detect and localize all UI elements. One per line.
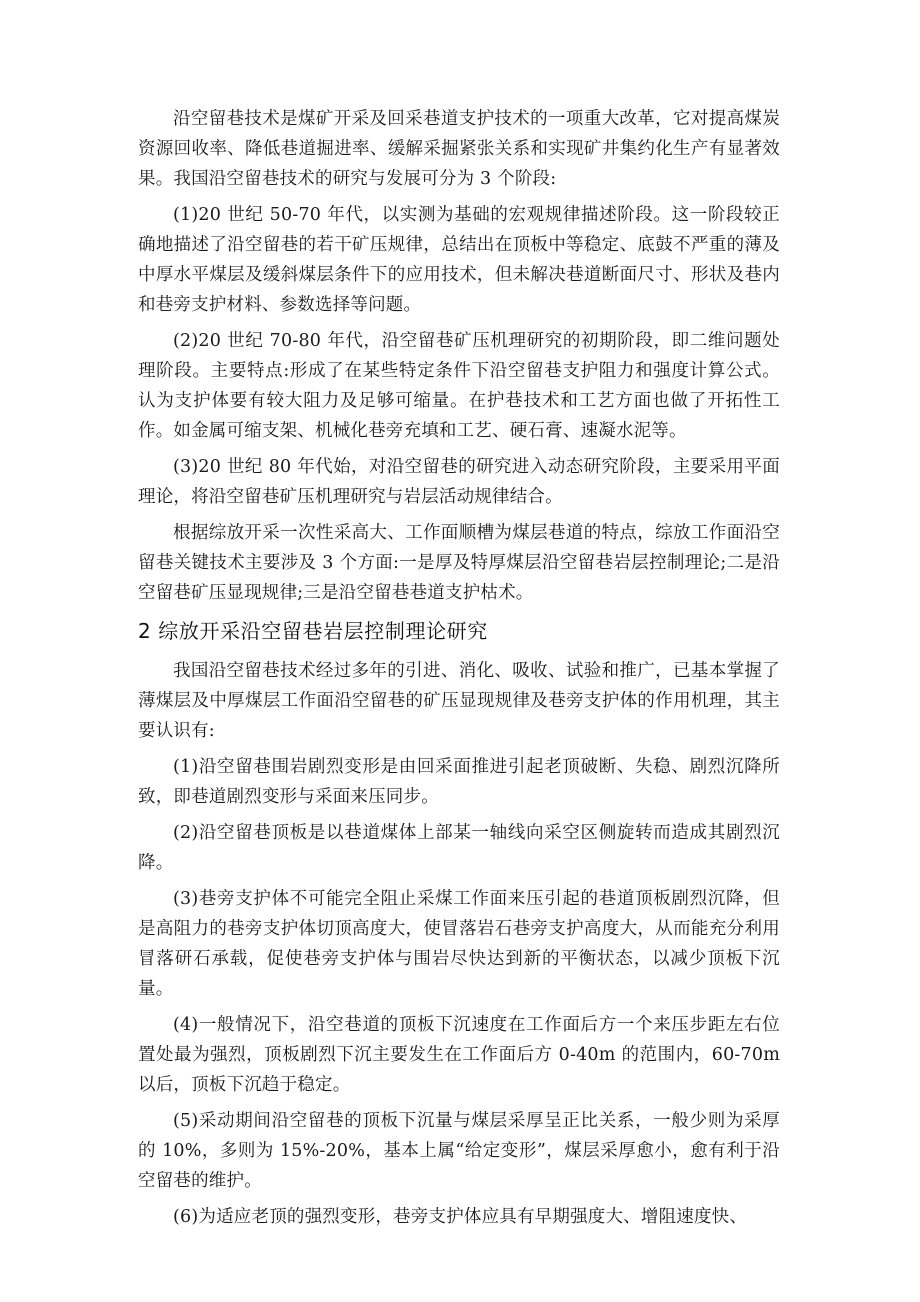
finding-2-paragraph: (2)沿空留巷顶板是以巷道煤体上部某一轴线向采空区侧旋转而造成其剧烈沉降。 — [138, 823, 780, 873]
section-heading: 2 综放开采沿空留巷岩层控制理论研究 — [138, 619, 488, 643]
stage-2-paragraph: (2)20 世纪 70-80 年代，沿空留巷矿压机理研究的初期阶段，即二维问题处理阶段。主要特点:形成了在某些特定条件下沿空留巷支护阻力和强度计算公式。认为支护体要有较大阻力及足够可缩量。在护巷技术和工艺方面也做了开拓性工作。如金属可缩支架、机械化巷旁充填和工艺、硬石膏、速凝水泥等。 — [138, 331, 780, 441]
finding-4-paragraph: (4)一般情况下，沿空巷道的顶板下沉速度在工作面后方一个来压步距左右位置处最为强烈，顶板剧烈下沉主要发生在工作面后方 0-40m 的范围内，60-70m 以后，顶板下沉趋于稳定。 — [138, 1015, 780, 1095]
stage-3-paragraph: (3)20 世纪 80 年代始，对沿空留巷的研究进入动态研究阶段，主要采用平面理论，将沿空留巷矿压机理研究与岩层活动规律结合。 — [138, 457, 780, 507]
section-intro-paragraph: 我国沿空留巷技术经过多年的引进、消化、吸收、试验和推广，已基本掌握了薄煤层及中厚煤层工作面沿空留巷的矿压显现规律及巷旁支护体的作用机理，其主要认识有: — [138, 661, 780, 741]
finding-6-paragraph: (6)为适应老顶的强烈变形，巷旁支护体应具有早期强度大、增阻速度快、 — [173, 1207, 748, 1227]
finding-5-paragraph: (5)采动期间沿空留巷的顶板下沉量与煤层采厚呈正比关系，一般少则为采厚的 10%，多则为 15%-20%，基本上属“给定变形”，煤层采厚愈小，愈有利于沿空留巷的维护。 — [138, 1111, 780, 1191]
finding-3-paragraph: (3)巷旁支护体不可能完全阻止采煤工作面来压引起的巷道顶板剧烈沉降，但是高阻力的巷旁支护体切顶高度大，使冒落岩石巷旁支护高度大，从而能充分利用冒落研石承载，促使巷旁支护体与围岩尽快达到新的平衡状态，以减少顶板下沉量。 — [138, 889, 780, 999]
intro-paragraph: 沿空留巷技术是煤矿开采及回采巷道支护技术的一项重大改革，它对提高煤炭资源回收率、降低巷道掘进率、缓解采掘紧张关系和实现矿井集约化生产有显著效果。我国沿空留巷技术的研究与发展可分为 3 个阶段: — [138, 109, 780, 189]
finding-1-paragraph: (1)沿空留巷围岩剧烈变形是由回采面推进引起老顶破断、失稳、剧烈沉降所致，即巷道剧烈变形与采面来压同步。 — [138, 757, 780, 807]
stage-1-paragraph: (1)20 世纪 50-70 年代，以实测为基础的宏观规律描述阶段。这一阶段较正确地描述了沿空留巷的若干矿压规律，总结出在顶板中等稳定、底鼓不严重的薄及中厚水平煤层及缓斜煤层条件下的应用技术，但未解决巷道断面尺寸、形状及巷内和巷旁支护材料、参数选择等问题。 — [138, 205, 780, 315]
document-page — [138, 104, 780, 1238]
key-tech-paragraph: 根据综放开采一次性采高大、工作面顺槽为煤层巷道的特点，综放工作面沿空留巷关键技术主要涉及 3 个方面:一是厚及特厚煤层沿空留巷岩层控制理论;二是沿空留巷矿压显现规律;三是沿空留巷巷道支护枯术。 — [138, 523, 780, 603]
